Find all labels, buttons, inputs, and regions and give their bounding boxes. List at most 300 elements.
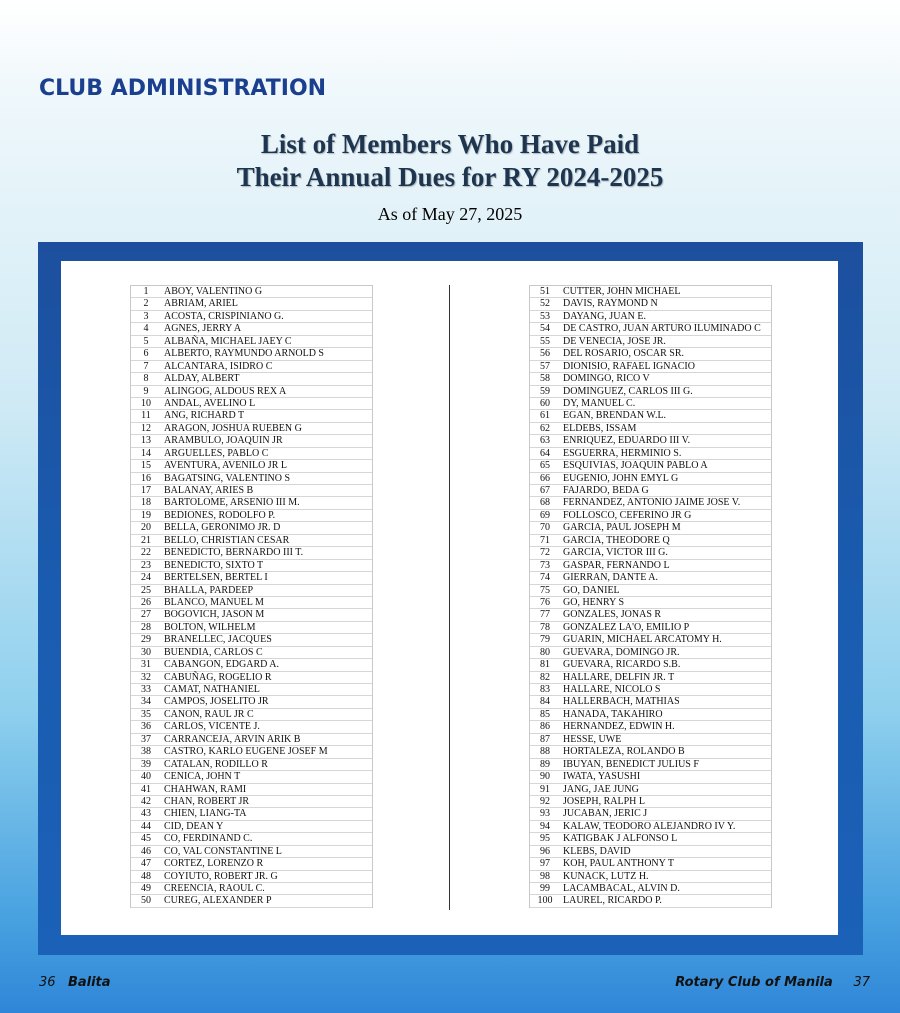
member-number: 13	[141, 435, 151, 447]
member-number: 70	[540, 522, 550, 534]
heading-line-2: Their Annual Dues for RY 2024-2025	[236, 162, 664, 192]
table-row	[131, 821, 372, 833]
member-name: JANG, JAE JUNG	[563, 783, 639, 795]
member-name: CARRANCEJA, ARVIN ARIK B	[164, 733, 301, 745]
member-name: GIERRAN, DANTE A.	[563, 572, 658, 584]
table-row	[530, 585, 771, 597]
table-row	[530, 821, 771, 833]
table-row	[530, 373, 771, 385]
member-number: 90	[540, 771, 550, 783]
footer-right	[675, 975, 870, 990]
table-row	[131, 473, 372, 485]
member-number: 8	[143, 373, 149, 385]
table-row	[530, 696, 771, 708]
document-heading	[0, 128, 900, 194]
table-row	[530, 572, 771, 584]
table-row	[530, 311, 771, 323]
member-name: CARLOS, VICENTE J.	[164, 721, 260, 733]
section-title: CLUB ADMINISTRATION	[39, 76, 327, 101]
table-row	[131, 398, 372, 410]
member-number: 53	[540, 310, 550, 322]
member-name: CAMPOS, JOSELITO JR	[164, 696, 269, 708]
table-row	[530, 721, 771, 733]
member-name: HALLARE, NICOLO S	[563, 684, 661, 695]
member-name: GARCIA, THEODORE Q	[563, 534, 670, 546]
member-name: BARTOLOME, ARSENIO III M.	[164, 497, 300, 509]
member-name: KATIGBAK J ALFONSO L	[563, 833, 678, 845]
member-number: 27	[141, 609, 151, 621]
table-row	[131, 796, 372, 808]
member-number: 9	[143, 385, 149, 397]
table-row	[530, 473, 771, 485]
table-row	[131, 759, 372, 771]
member-name: GUEVARA, RICARDO S.B.	[563, 659, 681, 671]
member-name: CHIEN, LIANG-TA	[164, 808, 247, 820]
member-number: 92	[540, 795, 550, 807]
table-row	[131, 597, 372, 609]
table-row	[530, 522, 771, 534]
page-number-right: 37	[853, 975, 870, 990]
member-number: 59	[540, 385, 550, 397]
member-number: 57	[540, 360, 550, 372]
table-row	[530, 883, 771, 895]
member-number: 65	[540, 460, 550, 472]
table-row	[530, 846, 771, 858]
member-number: 12	[141, 422, 151, 434]
member-name: GARCIA, VICTOR III G.	[563, 547, 668, 559]
table-row	[131, 622, 372, 634]
table-row	[131, 684, 372, 696]
table-row	[131, 373, 372, 385]
member-number: 46	[141, 845, 151, 857]
table-row	[530, 361, 771, 373]
member-name: BEDIONES, RODOLFO P.	[164, 509, 276, 521]
table-row	[530, 448, 771, 460]
table-row	[131, 572, 372, 584]
member-number: 24	[141, 572, 151, 584]
member-name: GONZALEZ LA'O, EMILIO P	[563, 621, 690, 633]
member-number: 21	[141, 534, 151, 546]
member-number: 89	[540, 758, 550, 770]
member-number: 37	[141, 733, 151, 745]
member-number: 11	[141, 410, 151, 422]
member-name: GASPAR, FERNANDO L	[563, 559, 670, 571]
member-number: 39	[141, 758, 151, 770]
member-number: 75	[540, 584, 550, 596]
member-name: CABANGON, EDGARD A.	[164, 659, 280, 671]
table-row	[530, 348, 771, 360]
member-name: COYIUTO, ROBERT JR. G	[164, 870, 278, 882]
member-number: 26	[141, 596, 151, 608]
table-row	[131, 560, 372, 572]
table-row	[131, 361, 372, 373]
heading-line-1: List of Members Who Have Paid	[260, 129, 640, 159]
member-name: DAYANG, JUAN E.	[563, 310, 646, 322]
member-number: 35	[141, 708, 151, 720]
member-number: 87	[540, 733, 550, 745]
table-row	[530, 560, 771, 572]
member-name: BALANAY, ARIES B	[164, 485, 254, 496]
table-row	[131, 746, 372, 758]
member-number: 17	[141, 485, 151, 496]
member-number: 60	[540, 397, 550, 409]
member-name: ANG, RICHARD T	[164, 410, 245, 422]
member-number: 42	[141, 795, 151, 807]
member-name: ELDEBS, ISSAM	[563, 422, 637, 434]
club-name: Rotary Club of Manila	[675, 975, 833, 990]
table-row	[131, 522, 372, 534]
table-row	[530, 672, 771, 684]
table-row	[131, 497, 372, 509]
member-name: DE VENECIA, JOSE JR.	[563, 335, 666, 347]
member-name: DOMINGUEZ, CARLOS III G.	[563, 385, 693, 397]
member-number: 33	[141, 684, 151, 695]
table-row	[530, 833, 771, 845]
table-row	[131, 535, 372, 547]
member-name: LACAMBACAL, ALVIN D.	[563, 883, 680, 894]
member-number: 61	[540, 410, 550, 422]
member-number: 32	[141, 671, 151, 683]
member-number: 18	[141, 497, 151, 509]
member-number: 25	[141, 584, 151, 596]
table-row	[131, 410, 372, 422]
member-number: 15	[141, 460, 151, 472]
member-name: ACOSTA, CRISPINIANO G.	[164, 310, 284, 322]
member-number: 29	[141, 634, 151, 646]
table-row	[530, 460, 771, 472]
member-number: 80	[540, 646, 550, 658]
table-row	[131, 871, 372, 883]
member-number: 95	[540, 833, 550, 845]
table-row	[131, 734, 372, 746]
table-row	[530, 858, 771, 870]
member-name: ENRIQUEZ, EDUARDO III V.	[563, 435, 691, 447]
table-row	[131, 547, 372, 559]
member-number: 93	[540, 808, 550, 820]
member-number: 78	[540, 621, 550, 633]
member-number: 97	[540, 858, 550, 870]
member-number: 63	[540, 435, 550, 447]
publication-name: Balita	[67, 975, 111, 990]
member-name: BENEDICTO, BERNARDO III T.	[164, 547, 304, 559]
member-name: ALCANTARA, ISIDRO C	[164, 360, 273, 372]
table-row	[530, 734, 771, 746]
member-number: 79	[540, 634, 550, 646]
member-number: 36	[141, 721, 151, 733]
table-row	[131, 585, 372, 597]
member-name: CID, DEAN Y	[164, 820, 224, 832]
member-name: BERTELSEN, BERTEL I	[164, 572, 268, 584]
member-number: 73	[540, 559, 550, 571]
member-name: CHAN, ROBERT JR	[164, 795, 250, 807]
member-name: ALINGOG, ALDOUS REX A	[164, 385, 287, 397]
member-number: 28	[141, 621, 151, 633]
table-row	[530, 771, 771, 783]
member-name: BENEDICTO, SIXTO T	[164, 559, 264, 571]
table-row	[131, 883, 372, 895]
member-name: BOGOVICH, JASON M	[164, 609, 265, 621]
member-number: 34	[141, 696, 151, 708]
table-row	[530, 323, 771, 335]
member-name: ESGUERRA, HERMINIO S.	[563, 447, 682, 459]
table-row	[530, 746, 771, 758]
member-name: FOLLOSCO, CEFERINO JR G	[563, 509, 692, 521]
table-row	[530, 298, 771, 310]
member-name: HESSE, UWE	[563, 733, 622, 745]
table-row	[131, 858, 372, 870]
table-row	[131, 423, 372, 435]
member-name: ABOY, VALENTINO G	[164, 286, 263, 297]
member-name: CHAHWAN, RAMI	[164, 783, 247, 795]
member-number: 19	[141, 509, 151, 521]
member-number: 23	[141, 559, 151, 571]
table-row	[131, 448, 372, 460]
table-row	[530, 510, 771, 522]
member-number: 72	[540, 547, 550, 559]
member-name: HANADA, TAKAHIRO	[563, 708, 663, 720]
member-name: JOSEPH, RALPH L	[563, 795, 645, 807]
table-row	[530, 386, 771, 398]
member-name: CORTEZ, LORENZO R	[164, 858, 264, 870]
member-number: 71	[540, 534, 550, 546]
member-name: LAUREL, RICARDO P.	[563, 895, 662, 907]
table-row	[530, 497, 771, 509]
table-row	[530, 485, 771, 497]
table-row	[131, 323, 372, 335]
member-number: 22	[141, 547, 151, 559]
member-name: DEL ROSARIO, OSCAR SR.	[563, 348, 685, 360]
member-number: 67	[540, 485, 550, 496]
table-row	[530, 622, 771, 634]
member-name: CREENCIA, RAOUL C.	[164, 883, 265, 894]
member-name: BHALLA, PARDEEP	[164, 584, 254, 596]
member-name: DY, MANUEL C.	[563, 397, 636, 409]
table-row	[131, 672, 372, 684]
member-number: 66	[540, 472, 550, 484]
member-name: ALBERTO, RAYMUNDO ARNOLD S	[164, 348, 324, 360]
table-row	[131, 833, 372, 845]
table-row	[530, 784, 771, 796]
table-row	[131, 721, 372, 733]
member-name: CANON, RAUL JR C	[164, 708, 254, 720]
member-number: 98	[540, 870, 550, 882]
member-number: 86	[540, 721, 550, 733]
member-name: BELLO, CHRISTIAN CESAR	[164, 534, 290, 546]
table-row	[530, 796, 771, 808]
member-name: BAGATSING, VALENTINO S	[164, 472, 291, 484]
member-name: HORTALEZA, ROLANDO B	[563, 746, 685, 758]
member-name: KLEBS, DAVID	[563, 845, 631, 857]
member-name: GONZALES, JONAS R	[563, 609, 662, 621]
table-row	[131, 808, 372, 820]
member-name: HERNANDEZ, EDWIN H.	[563, 721, 675, 733]
member-number: 85	[540, 708, 550, 720]
table-row	[530, 597, 771, 609]
member-number: 82	[540, 671, 550, 683]
table-row	[131, 771, 372, 783]
member-name: DOMINGO, RICO V	[563, 373, 650, 385]
member-name: CUREG, ALEXANDER P	[164, 895, 272, 907]
member-name: CUTTER, JOHN MICHAEL	[563, 286, 681, 297]
member-name: JUCABAN, JERIC J	[563, 808, 648, 820]
table-row	[131, 510, 372, 522]
table-row	[131, 659, 372, 671]
member-name: BELLA, GERONIMO JR. D	[164, 522, 281, 534]
table-row	[530, 759, 771, 771]
member-name: ALDAY, ALBERT	[164, 373, 240, 385]
member-number: 45	[141, 833, 151, 845]
table-row	[530, 659, 771, 671]
member-number: 7	[143, 360, 149, 372]
table-row	[131, 286, 372, 298]
table-row	[530, 535, 771, 547]
member-number: 76	[540, 596, 550, 608]
member-name: ARGUELLES, PABLO C	[164, 447, 269, 459]
member-number: 64	[540, 447, 550, 459]
table-row	[530, 547, 771, 559]
table-row	[530, 609, 771, 621]
member-name: GARCIA, PAUL JOSEPH M	[563, 522, 681, 534]
member-number: 47	[141, 858, 151, 870]
as-of-date: As of May 27, 2025	[377, 204, 523, 224]
member-number: 94	[540, 820, 550, 832]
member-name: GUEVARA, DOMINGO JR.	[563, 646, 680, 658]
member-name: EGAN, BRENDAN W.L.	[563, 410, 667, 422]
member-name: BOLTON, WILHELM	[164, 621, 256, 633]
member-name: BLANCO, MANUEL M	[164, 596, 264, 608]
member-number: 48	[141, 870, 151, 882]
member-number: 43	[141, 808, 151, 820]
member-name: GUARIN, MICHAEL ARCATOMY H.	[563, 634, 722, 646]
table-row	[530, 647, 771, 659]
member-number: 55	[540, 335, 550, 347]
table-row	[530, 398, 771, 410]
table-row	[530, 435, 771, 447]
member-name: HALLARE, DELFIN JR. T	[563, 671, 675, 683]
member-number: 4	[143, 323, 149, 335]
member-number: 58	[540, 373, 550, 385]
member-name: ARAMBULO, JOAQUIN JR	[164, 435, 283, 447]
member-name: DAVIS, RAYMOND N	[563, 298, 658, 310]
table-row	[131, 298, 372, 310]
member-number: 83	[540, 684, 550, 695]
member-name: DIONISIO, RAFAEL IGNACIO	[563, 360, 695, 372]
member-number: 49	[141, 883, 151, 894]
member-number: 54	[540, 323, 550, 335]
member-name: BUENDIA, CARLOS C	[164, 646, 263, 658]
table-row	[530, 871, 771, 883]
member-number: 69	[540, 509, 550, 521]
member-name: FAJARDO, BEDA G	[563, 485, 649, 496]
member-number: 6	[143, 348, 149, 360]
member-number: 14	[141, 447, 151, 459]
table-row	[131, 336, 372, 348]
member-number: 56	[540, 348, 550, 360]
member-number: 5	[143, 335, 149, 347]
member-number: 100	[537, 895, 553, 907]
member-name: ANDAL, AVELINO L	[164, 397, 256, 409]
member-number: 50	[141, 895, 151, 907]
table-row	[131, 435, 372, 447]
member-name: FERNANDEZ, ANTONIO JAIME JOSE V.	[563, 497, 741, 509]
member-name: AVENTURA, AVENILO JR L	[164, 460, 287, 472]
table-row	[131, 634, 372, 646]
member-name: CAMAT, NATHANIEL	[164, 684, 260, 695]
table-row	[530, 336, 771, 348]
table-row	[131, 709, 372, 721]
member-number: 20	[141, 522, 151, 534]
member-name: CATALAN, RODILLO R	[164, 758, 268, 770]
member-number: 38	[141, 746, 151, 758]
member-name: AGNES, JERRY A	[164, 323, 242, 335]
member-number: 96	[540, 845, 550, 857]
member-name: CO, FERDINAND C.	[164, 833, 253, 845]
member-name: DE CASTRO, JUAN ARTURO ILUMINADO C	[563, 323, 761, 335]
table-row	[530, 684, 771, 696]
table-row	[530, 423, 771, 435]
table-row	[530, 410, 771, 422]
member-number: 99	[540, 883, 550, 894]
member-number: 84	[540, 696, 550, 708]
member-list-right-column	[529, 285, 772, 908]
member-list-left-column	[130, 285, 373, 908]
member-number: 40	[141, 771, 151, 783]
member-name: IBUYAN, BENEDICT JULIUS F	[563, 758, 699, 770]
column-divider	[449, 285, 450, 910]
member-name: KOH, PAUL ANTHONY T	[563, 858, 674, 870]
table-row	[131, 485, 372, 497]
member-name: KUNACK, LUTZ H.	[563, 870, 649, 882]
table-row	[131, 895, 372, 907]
table-row	[131, 386, 372, 398]
member-number: 10	[141, 397, 151, 409]
member-name: CABUÑAG, ROGELIO R	[164, 671, 272, 683]
member-number: 41	[141, 783, 151, 795]
member-number: 81	[540, 659, 550, 671]
table-row	[131, 609, 372, 621]
member-name: GO, DANIEL	[563, 584, 620, 596]
member-number: 77	[540, 609, 550, 621]
table-row	[530, 709, 771, 721]
member-number: 2	[143, 298, 149, 310]
table-row	[131, 846, 372, 858]
member-number: 91	[540, 783, 550, 795]
member-number: 88	[540, 746, 550, 758]
table-row	[530, 895, 771, 907]
table-row	[131, 647, 372, 659]
page-number-left: 36	[39, 975, 56, 990]
member-name: ESQUIVIAS, JOAQUIN PABLO A	[563, 460, 708, 472]
member-name: CASTRO, KARLO EUGENE JOSEF M	[164, 746, 328, 758]
member-name: IWATA, YASUSHI	[563, 771, 641, 783]
member-name: GO, HENRY S	[563, 596, 625, 608]
member-name: CO, VAL CONSTANTINE L	[164, 845, 282, 857]
member-number: 1	[143, 286, 149, 297]
member-name: BRANELLEC, JACQUES	[164, 634, 272, 646]
table-row	[131, 696, 372, 708]
member-number: 31	[141, 659, 151, 671]
table-row	[530, 634, 771, 646]
table-row	[131, 348, 372, 360]
member-number: 74	[540, 572, 550, 584]
table-row	[530, 286, 771, 298]
table-row	[131, 460, 372, 472]
member-name: ALBAÑA, MICHAEL JAEY C	[164, 335, 292, 347]
table-row	[530, 808, 771, 820]
member-number: 44	[141, 820, 151, 832]
member-number: 51	[540, 286, 550, 297]
footer-left	[39, 975, 111, 990]
